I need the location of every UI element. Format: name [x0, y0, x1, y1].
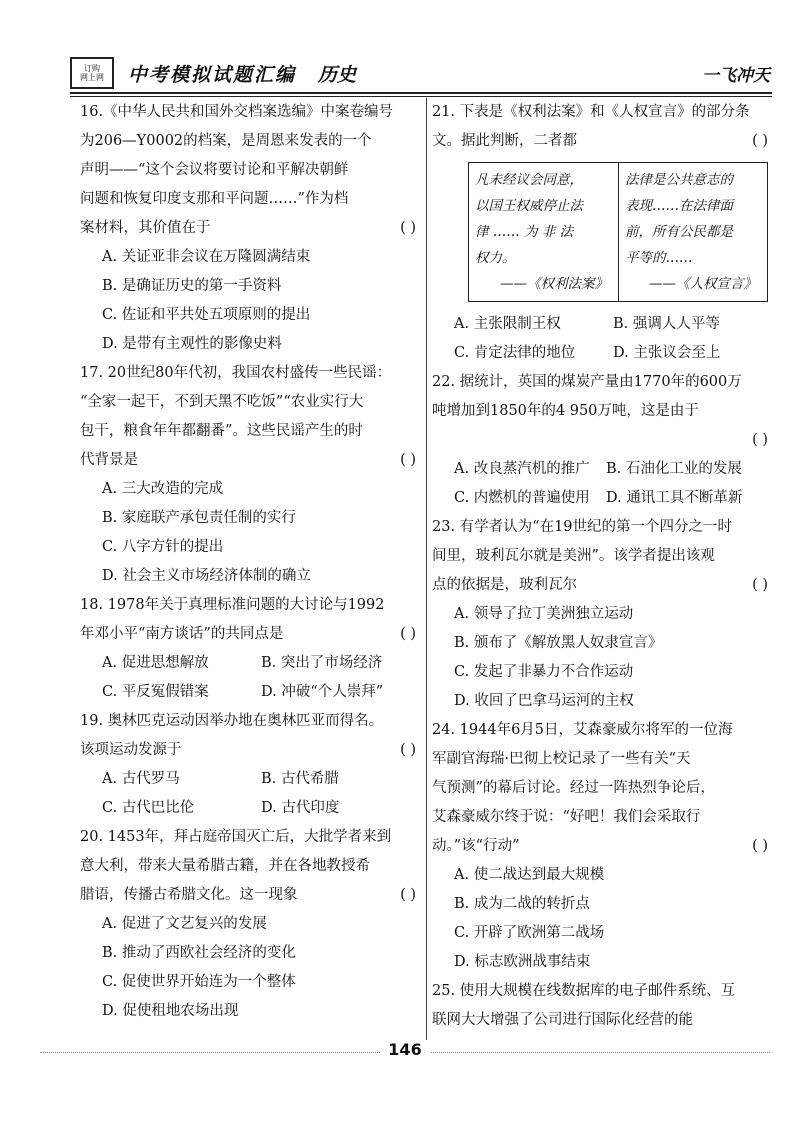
quote-line: 法律是公共意志的: [625, 172, 733, 188]
option-a[interactable]: A. 关证亚非会议在万隆圆满结束: [102, 249, 311, 265]
option-d[interactable]: D. 社会主义市场经济体制的确立: [102, 568, 311, 584]
option-d[interactable]: D. 促使租地农场出现: [102, 1003, 239, 1019]
option-c[interactable]: C. 开辟了欧洲第二战场: [454, 925, 605, 941]
answer-bracket[interactable]: ( ): [400, 220, 416, 236]
option-c[interactable]: C. 肯定法律的地位: [454, 345, 576, 361]
page-header: [70, 54, 770, 92]
option-c[interactable]: C. 八字方针的提出: [102, 539, 224, 555]
publisher-logo: [70, 57, 114, 89]
question-16-stem-line: 问题和恢复印度支那和平问题……”作为档: [80, 191, 349, 207]
question-17-stem-line: 包干，粮食年年都翻番”。这些民谣产生的时: [80, 423, 363, 439]
question-22-stem-line: 吨增加到1850年的4 950万吨，这是由于: [432, 403, 699, 419]
question-20-stem-line: 腊语，传播古希腊文化。这一现象 ( ): [80, 881, 420, 910]
option-a[interactable]: A. 领导了拉丁美洲独立运动: [454, 606, 634, 622]
option-d[interactable]: D. 冲破“个人崇拜”: [261, 684, 384, 700]
question-25-stem-line: 联网大大增强了公司进行国际化经营的能: [432, 1012, 693, 1028]
quote-source: ——《权利法案》: [500, 276, 608, 292]
question-24-stem-line: 气预测”的幕后讨论。经过一阵热烈争论后，: [432, 780, 715, 796]
question-17-stem-line: “全家一起干，不到天黑不吃饭”“农业实行大: [80, 394, 364, 410]
question-17-stem-line: 代背景是 ( ): [80, 446, 420, 475]
option-a[interactable]: A. 三大改造的完成: [102, 481, 224, 497]
question-24-stem-line: 24. 1944年6月5日，艾森豪威尔将军的一位海: [432, 722, 733, 738]
column-divider: [426, 98, 427, 1043]
quote-line: 凡未经议会同意，: [475, 172, 583, 188]
question-23: [432, 513, 772, 716]
option-row: [80, 794, 420, 823]
answer-bracket[interactable]: ( ): [400, 626, 416, 642]
option-c[interactable]: C. 佐证和平共处五项原则的提出: [102, 307, 311, 323]
question-17: [80, 359, 420, 591]
question-16-stem-line: 案材料，其价值在于 ( ): [80, 214, 420, 243]
quote-line: 以国王权威停止法: [475, 198, 583, 214]
question-23-stem-line: 间里，玻利瓦尔就是美洲”。该学者提出该观: [432, 548, 715, 564]
option-c[interactable]: C. 发起了非暴力不合作运动: [454, 664, 634, 680]
quote-source: ——《人权宣言》: [649, 276, 757, 292]
option-row: [432, 455, 772, 484]
left-column: [80, 98, 420, 1026]
option-b[interactable]: B. 强调人人平等: [613, 316, 720, 332]
option-row: [432, 484, 772, 513]
option-b[interactable]: B. 石油化工业的发展: [606, 461, 742, 477]
option-b[interactable]: B. 成为二战的转折点: [454, 896, 590, 912]
question-19-stem-line: 该项运动发源于 ( ): [80, 736, 420, 765]
question-20-stem-line: 20. 1453年，拜占庭帝国灭亡后，大批学者来到: [80, 829, 392, 845]
quote-line: 前，所有公民都是: [625, 224, 733, 240]
question-24-stem-line: 军副官海瑞·巴彻上校记录了一些有关“天: [432, 751, 691, 767]
option-row: [80, 765, 420, 794]
option-d[interactable]: D. 主张议会至上: [613, 345, 721, 361]
question-16-stem-line: 声明——“这个会议将要讨论和平解决朝鲜: [80, 162, 349, 178]
question-22: [432, 368, 772, 513]
answer-bracket[interactable]: ( ): [752, 577, 768, 593]
quote-line: 权力。: [475, 250, 516, 266]
question-25: [432, 977, 772, 1035]
question-20: [80, 823, 420, 1026]
page-number: 146: [380, 1040, 430, 1059]
answer-bracket[interactable]: ( ): [400, 742, 416, 758]
question-18-stem-line: 18. 1978年关于真理标准问题的大讨论与1992: [80, 597, 385, 613]
option-d[interactable]: D. 通讯工具不断革新: [606, 490, 743, 506]
option-b[interactable]: B. 家庭联产承包责任制的实行: [102, 510, 296, 526]
question-23-stem-line: 点的依据是，玻利瓦尔 ( ): [432, 571, 772, 600]
question-24: [432, 716, 772, 977]
quote-bill-of-rights: [469, 163, 618, 301]
option-c[interactable]: C. 古代巴比伦: [102, 800, 195, 816]
question-20-stem-line: 意大利，带来大量希腊古籍，并在各地教授希: [80, 858, 370, 874]
question-19-stem-line: 19. 奥林匹克运动因举办地在奥林匹亚而得名。: [80, 713, 384, 729]
question-16-stem-line: 为206—Y0002的档案，是周恩来发表的一个: [80, 133, 372, 149]
option-row: [80, 678, 420, 707]
option-row: [80, 649, 420, 678]
answer-bracket[interactable]: ( ): [752, 133, 768, 149]
option-b[interactable]: B. 推动了西欧社会经济的变化: [102, 945, 296, 961]
option-a[interactable]: A. 古代罗马: [102, 771, 180, 787]
question-25-stem-line: 25. 使用大规模在线数据库的电子邮件系统、互: [432, 983, 736, 999]
question-21: [432, 98, 772, 368]
question-21-stem-line: 文。据此判断，二者都 ( ): [432, 127, 772, 156]
option-c[interactable]: C. 促使世界开始连为一个整体: [102, 974, 296, 990]
question-22-stem-line: 22. 据统计，英国的煤炭产量由1770年的600万: [432, 374, 742, 390]
option-a[interactable]: A. 改良蒸汽机的推广: [454, 461, 590, 477]
option-a[interactable]: A. 促进了文艺复兴的发展: [102, 916, 267, 932]
subject-title: 历史: [318, 63, 357, 86]
option-d[interactable]: D. 是带有主观性的影像史料: [102, 336, 282, 352]
quote-line: 律 …… 为 非 法: [475, 224, 574, 240]
answer-bracket[interactable]: ( ): [752, 432, 768, 448]
answer-bracket[interactable]: ( ): [752, 838, 768, 854]
header-rule-thin: [70, 96, 772, 97]
question-16-stem-line: 16.《中华人民共和国外交档案选编》中案卷编号: [80, 104, 394, 120]
logo-bottom-text: 网上网: [80, 73, 104, 82]
option-a[interactable]: A. 促进思想解放: [102, 655, 209, 671]
option-a[interactable]: A. 主张限制王权: [454, 316, 561, 332]
question-18-stem-line: 年邓小平“南方谈话”的共同点是 ( ): [80, 620, 420, 649]
question-16: [80, 98, 420, 359]
option-d[interactable]: D. 收回了巴拿马运河的主权: [454, 693, 634, 709]
quote-table: [468, 162, 768, 302]
question-24-stem-line: 动。”该“行动” ( ): [432, 832, 772, 861]
quote-line: 平等的……: [625, 250, 693, 266]
series-title: 中考模拟试题汇编: [128, 63, 297, 86]
answer-bracket[interactable]: ( ): [400, 887, 416, 903]
answer-bracket[interactable]: ( ): [400, 452, 416, 468]
question-21-stem-line: 21. 下表是《权利法案》和《人权宣言》的部分条: [432, 104, 750, 120]
right-column: [432, 98, 772, 1035]
question-18: [80, 591, 420, 707]
option-b[interactable]: B. 颁布了《解放黑人奴隶宣言》: [454, 635, 663, 651]
option-b[interactable]: B. 古代希腊: [261, 771, 339, 787]
question-17-stem-line: 17. 20世纪80年代初，我国农村盛传一些民谣：: [80, 365, 392, 381]
question-23-stem-line: 23. 有学者认为“在19世纪的第一个四分之一时: [432, 519, 733, 535]
quote-declaration-of-rights: [618, 163, 767, 301]
question-24-stem-line: 艾森豪威尔终于说：“好吧！我们会采取行: [432, 809, 701, 825]
option-d[interactable]: D. 古代印度: [261, 800, 340, 816]
option-c[interactable]: C. 内燃机的普遍使用: [454, 490, 590, 506]
option-row: [432, 339, 772, 368]
option-d[interactable]: D. 标志欧洲战事结束: [454, 954, 591, 970]
option-a[interactable]: A. 使二战达到最大规模: [454, 867, 605, 883]
option-c[interactable]: C. 平反冤假错案: [102, 684, 209, 700]
option-b[interactable]: B. 突出了市场经济: [261, 655, 383, 671]
logo-top-text: 订购: [84, 64, 100, 73]
question-19: [80, 707, 420, 823]
option-b[interactable]: B. 是确证历史的第一手资料: [102, 278, 282, 294]
header-rule: [70, 92, 772, 94]
option-row: [432, 310, 772, 339]
quote-line: 表现……在法律面: [625, 198, 733, 214]
brand-slogan: 一飞冲天: [702, 65, 770, 86]
question-22-bracket-line: [432, 426, 772, 455]
